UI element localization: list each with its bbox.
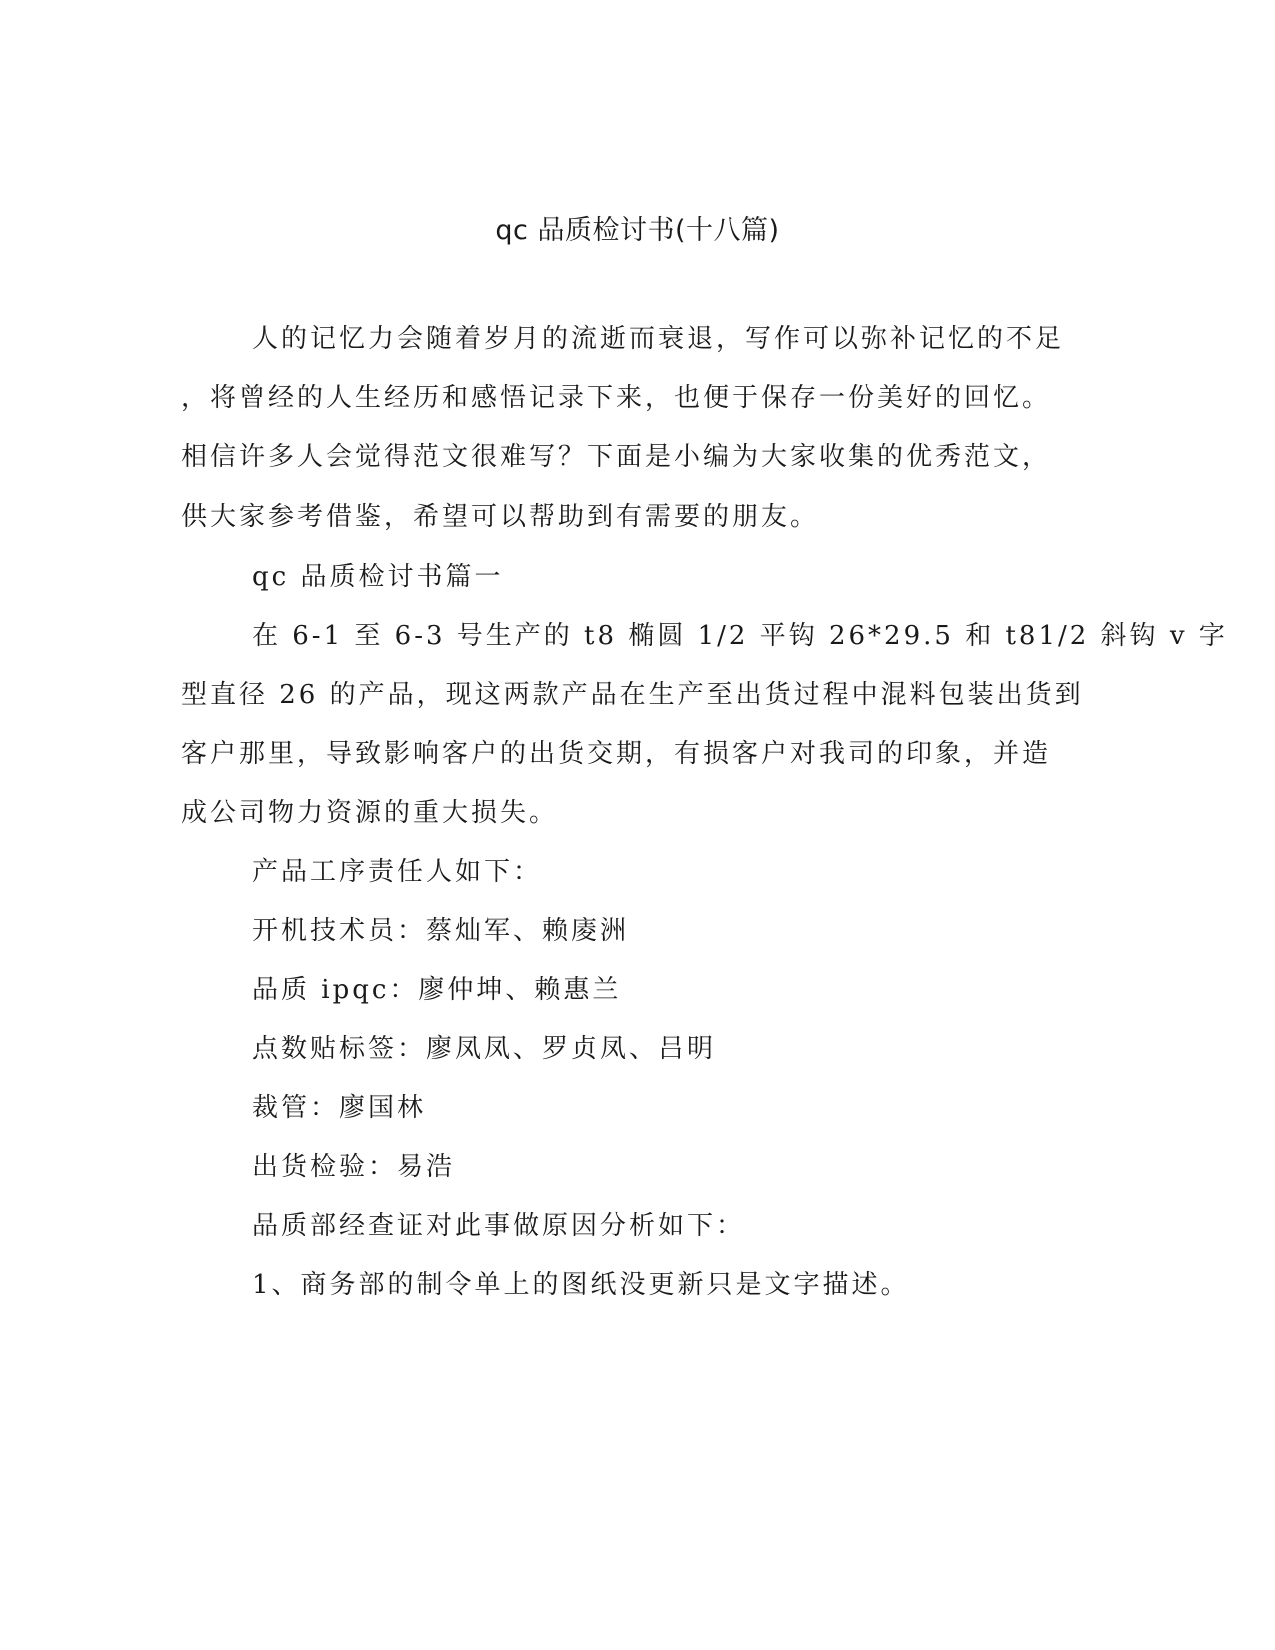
paragraph-line: 品质 ipqc：廖仲坤、赖惠兰 <box>252 975 622 1005</box>
section-heading: qc 品质检讨书篇一 <box>252 562 504 592</box>
paragraph-line: 1、商务部的制令单上的图纸没更新只是文字描述。 <box>252 1270 910 1300</box>
paragraph-line: 相信许多人会觉得范文很难写？下面是小编为大家收集的优秀范文， <box>181 442 1052 472</box>
paragraph-line: 裁管：廖国林 <box>252 1093 427 1123</box>
paragraph-line: 出货检验：易浩 <box>252 1152 456 1182</box>
paragraph-line: 成公司物力资源的重大损失。 <box>181 798 559 828</box>
paragraph-line: 客户那里，导致影响客户的出货交期，有损客户对我司的印象，并造 <box>181 739 1052 769</box>
paragraph-line: 品质部经查证对此事做原因分析如下： <box>252 1211 746 1241</box>
paragraph-line: 人的记忆力会随着岁月的流逝而衰退，写作可以弥补记忆的不足 <box>252 324 1065 354</box>
paragraph-line: ，将曾经的人生经历和感悟记录下来，也便于保存一份美好的回忆。 <box>181 383 1052 413</box>
paragraph-line: 供大家参考借鉴，希望可以帮助到有需要的朋友。 <box>181 502 820 532</box>
paragraph-line: 开机技术员：蔡灿军、赖庱洲 <box>252 916 630 946</box>
paragraph-line: 型直径 26 的产品，现这两款产品在生产至出货过程中混料包装出货到 <box>181 680 1084 710</box>
paragraph-line: 点数贴标签：廖凤凤、罗贞凤、吕明 <box>252 1034 717 1064</box>
document-title: qc 品质检讨书(十八篇) <box>495 215 780 246</box>
paragraph-line: 在 6-1 至 6-3 号生产的 t8 椭圆 1/2 平钩 26*29.5 和 t81/2 斜钩 v 字 <box>252 621 1228 651</box>
paragraph-line: 产品工序责任人如下： <box>252 857 543 887</box>
